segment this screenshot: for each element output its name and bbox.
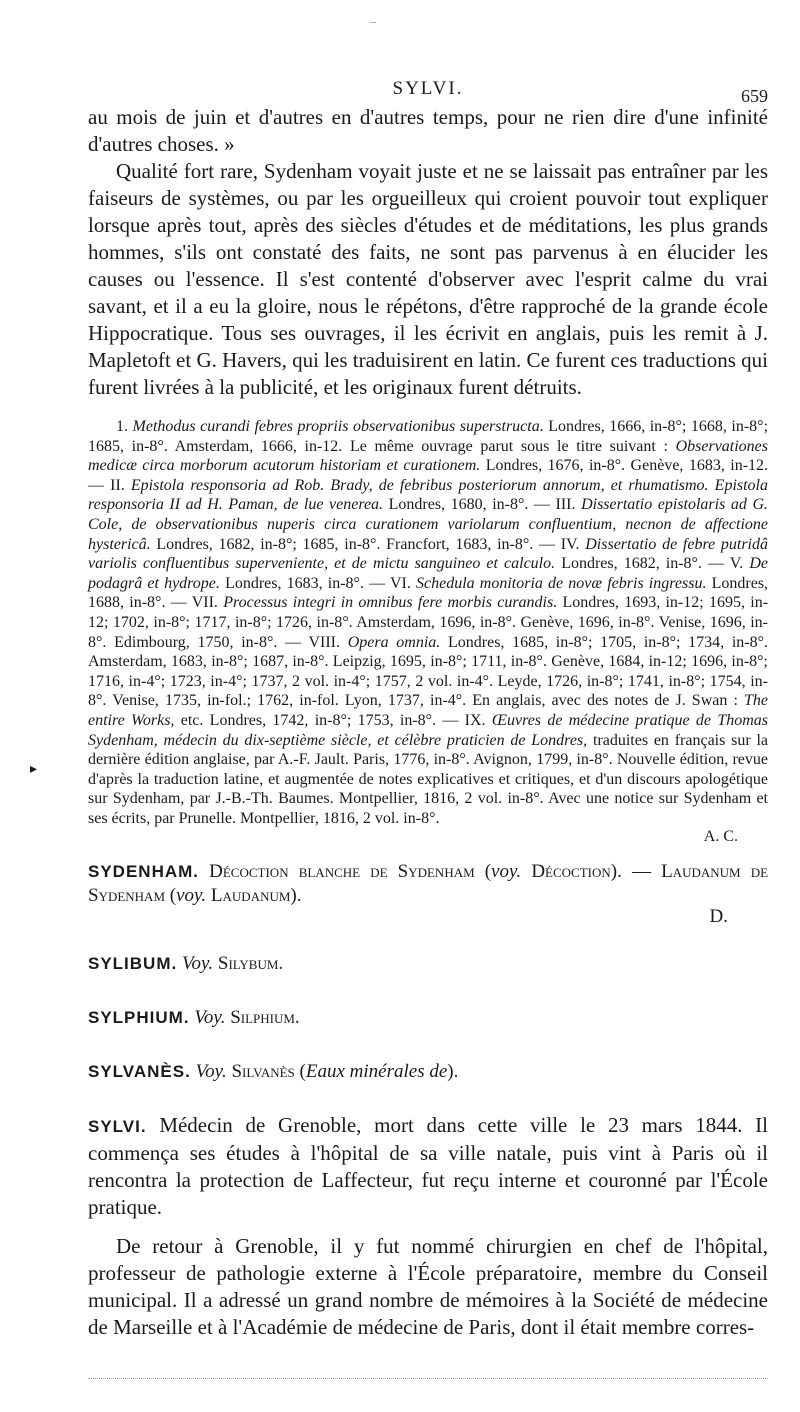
headword-sylphium: SYLPHIUM. bbox=[88, 1008, 190, 1028]
entry-cross-reference: Silvanès bbox=[231, 1061, 295, 1083]
footnote-text-7: Londres, 1688, in-8°. — VII. bbox=[88, 574, 769, 612]
footnote-title-9: Opera omnia. bbox=[347, 633, 441, 651]
footnote-text-8: Londres, 1693, in-12; 1695, in-12; 1702, in-8°; 1717, in-8°; 1726, in-8°. Amsterdam, 1696, in-8°. Genève, 1696, in-8°. Venise, 1696, in-8°. Edimbourg, 1750, in-8°. — VIII. bbox=[88, 594, 769, 651]
entry-cross-reference: Silphium. bbox=[230, 1007, 300, 1029]
entry-sylvanes: SYLVANÈS. Voy. Silvanès (Eaux minérales de). bbox=[88, 1061, 459, 1083]
entry-sylibum bbox=[88, 952, 768, 976]
footnote-signature: A. C. bbox=[703, 828, 738, 846]
entry-voy: voy. bbox=[176, 885, 207, 907]
page bbox=[88, 70, 768, 1341]
entry-voy: voy. bbox=[491, 861, 522, 883]
entry-text: Laudanum de Sydenham bbox=[88, 861, 769, 907]
entry-cross-reference: Décoction bbox=[531, 861, 611, 883]
footnote-text-4: Londres, 1682, in-8°; 1685, in-8°. Francfort, 1683, in-8°. — IV. bbox=[156, 535, 580, 553]
footnote-number: 1. bbox=[116, 418, 128, 435]
footnote-text-6: Londres, 1683, in-8°. — VI. bbox=[225, 574, 411, 592]
sylvi-paragraph-1: Médecin de Grenoble, mort dans cette ville le 23 mars 1844. Il commença ses études à l'hôpital de sa ville natale, puis vint à Paris où il rencontra la protection de Laffecteur, fut reçu interne et couronné par l'École pratique. bbox=[88, 1113, 769, 1220]
body-paragraph-1: au mois de juin et d'autres en d'autres temps, pour ne rien dire d'une infinité d'autres choses. » bbox=[88, 105, 768, 156]
entry-text: ). — bbox=[610, 861, 662, 883]
footnote-title-3: Epistola responsoria ad Rob. Brady, de febribus posteriorum annorum, et rhumatismo. Epistola responsoria II ad H. Paman, de lue venerea. bbox=[88, 476, 769, 514]
headword-sylibum: SYLIBUM. bbox=[88, 954, 178, 974]
footnote-title-5: Dissertatio de febre putridâ variolis confluentibus superveniente, et de mictu sanguineo et calculo. bbox=[88, 535, 769, 573]
footnote-text-5: Londres, 1682, in-8°. — V. bbox=[561, 555, 744, 573]
entry-voy: Voy. bbox=[195, 1061, 227, 1083]
entry-voy: Voy. bbox=[181, 953, 214, 975]
footnote-text-10: etc. Londres, 1742, in-8°; 1753, in-8°. — IX. bbox=[180, 711, 486, 729]
headword-sydenham: SYDENHAM. bbox=[88, 862, 200, 882]
footnote-title-11: Œuvres de médecine pratique de Thomas Sydenham, médecin du dix-septième siècle, et célèbre praticien de Londres, bbox=[88, 711, 769, 749]
entry-cross-reference: Laudanum bbox=[210, 885, 291, 907]
page-number: 659 bbox=[741, 86, 768, 106]
footnote-text-1: Londres, 1666, in-8°; 1668, in-8°; 1685, in-8°. Amsterdam, 1666, in-12. Le même ouvrage parut sous le titre suivant : bbox=[88, 418, 769, 455]
running-title: SYLVI. bbox=[392, 78, 464, 99]
entry-cross-reference: Silybum. bbox=[217, 953, 284, 975]
entry-sydenham: SYDENHAM. Décoction blanche de Sydenham (voy. Décoction). — Laudanum de Sydenham (voy. Laudanum). D. bbox=[88, 861, 769, 928]
entry-sylvi bbox=[88, 1112, 768, 1341]
footnote-title-6: De podagrâ et hydrope. bbox=[88, 555, 769, 592]
bottom-rule bbox=[88, 1378, 768, 1379]
footnote-text-9: Londres, 1685, in-8°; 1705, in-8°; 1734, in-8°. Amsterdam, 1683, in-8°; 1687, in-8°. Leipzig, 1695, in-8°; 1711, in-8°. Genève, 1684, in-12; 1696, in-8°; 1716, in-4°; 1723, in-4°; 1737, 2 vol. in-4°; 1757, 2 vol. in-4°. Leyde, 1726, in-8°; 1741, in-8°; 1754, in-8°. Venise, 1735, in-fol.; 1762, in-fol. Lyon, 1737, in-4°. En anglais, avec des notes de J. Swan : bbox=[88, 633, 768, 710]
entry-parenthetical: Eaux minérales de bbox=[305, 1061, 448, 1083]
body-paragraph-2: Qualité fort rare, Sydenham voyait juste et ne se laissait pas entraîner par les faiseurs de systèmes, ou par les orgueilleux qui croient pouvoir tout expliquer lorsque après tout, après des siècles d'études et de méditations, les plus grands hommes, s'ils ont constaté des faits, ne sont pas parvenus à en élucider les causes ou l'essence. Il s'est contenté d'observer avec l'esprit calme du vrai savant, et il a eu la gloire, nous le répétons, d'être rapproché de la grande école Hippocratique. Tous ses ouvrages, il les écrivit en anglais, puis les remit à J. Mapletoft et G. Havers, qui les traduisirent en latin. Ce furent ces traductions qui furent livrées à la publicité, et les originaux furent détruits. bbox=[88, 159, 768, 399]
entry-sylphium bbox=[88, 1006, 768, 1030]
footnote-title-1: Methodus curandi febres propriis observationibus superstructa. bbox=[132, 418, 544, 435]
footnote-text-11: traduites en français sur la dernière édition anglaise, par A.-F. Jault. Paris, 1776, in-8°. Avignon, 1799, in-8°. Nouvelle édition, revue d'après la traduction latine, et augmentée de notes explicatives et critiques, et d'un discours apologétique sur Sydenham, par J.-B.-Th. Baumes. Montpellier, 1816, 2 vol. in-8°. Avec une notice sur Sydenham et ses écrits, par Prunelle. Montpellier, 1816, 2 vol. in-8°. bbox=[88, 731, 769, 827]
entry-voy: Voy. bbox=[194, 1007, 226, 1029]
sylvi-paragraph-2: De retour à Grenoble, il y fut nommé chirurgien en chef de l'hôpital, professeur de pathologie externe à l'École préparatoire, membre du Conseil municipal. Il a adressé un grand nombre de mémoires à la Société de médecine de Marseille et à l'Académie de médecine de Paris, dont il était membre corres- bbox=[88, 1234, 768, 1340]
footnote-text-3: Londres, 1680, in-8°. — III. bbox=[388, 496, 576, 514]
headword-sylvanes: SYLVANÈS. bbox=[88, 1062, 191, 1082]
margin-arrow-mark: ▸ bbox=[30, 762, 38, 777]
footnote-title-4: Dissertatio epistolaris ad G. Cole, de observationibus nuperis circa curationem variolarum confluentium, necnon de affectione hystericâ. bbox=[88, 496, 769, 553]
headword-sylvi: SYLVI. bbox=[88, 1117, 147, 1137]
entry-signature: D. bbox=[709, 906, 728, 928]
footnote-title-8: Processus integri in omnibus fere morbis curandis. bbox=[223, 594, 558, 612]
footnote-title-7: Schedula monitoria de novæ febris ingressu. bbox=[416, 574, 707, 592]
entry-text: ). bbox=[447, 1061, 459, 1083]
entry-text: Décoction blanche de Sydenham bbox=[209, 861, 475, 883]
top-dash-mark: – bbox=[370, 14, 376, 28]
entry-text: ). bbox=[290, 885, 302, 907]
footnote-text-2: Londres, 1676, in-8°. Genève, 1683, in-12. — II. bbox=[88, 457, 769, 494]
footnote-title-2: Observationes medicæ circa morborum acutorum historiam et curationem. bbox=[88, 437, 769, 475]
footnote bbox=[88, 417, 768, 828]
footnote-title-10: The entire Works, bbox=[88, 692, 769, 729]
running-head bbox=[88, 70, 768, 104]
